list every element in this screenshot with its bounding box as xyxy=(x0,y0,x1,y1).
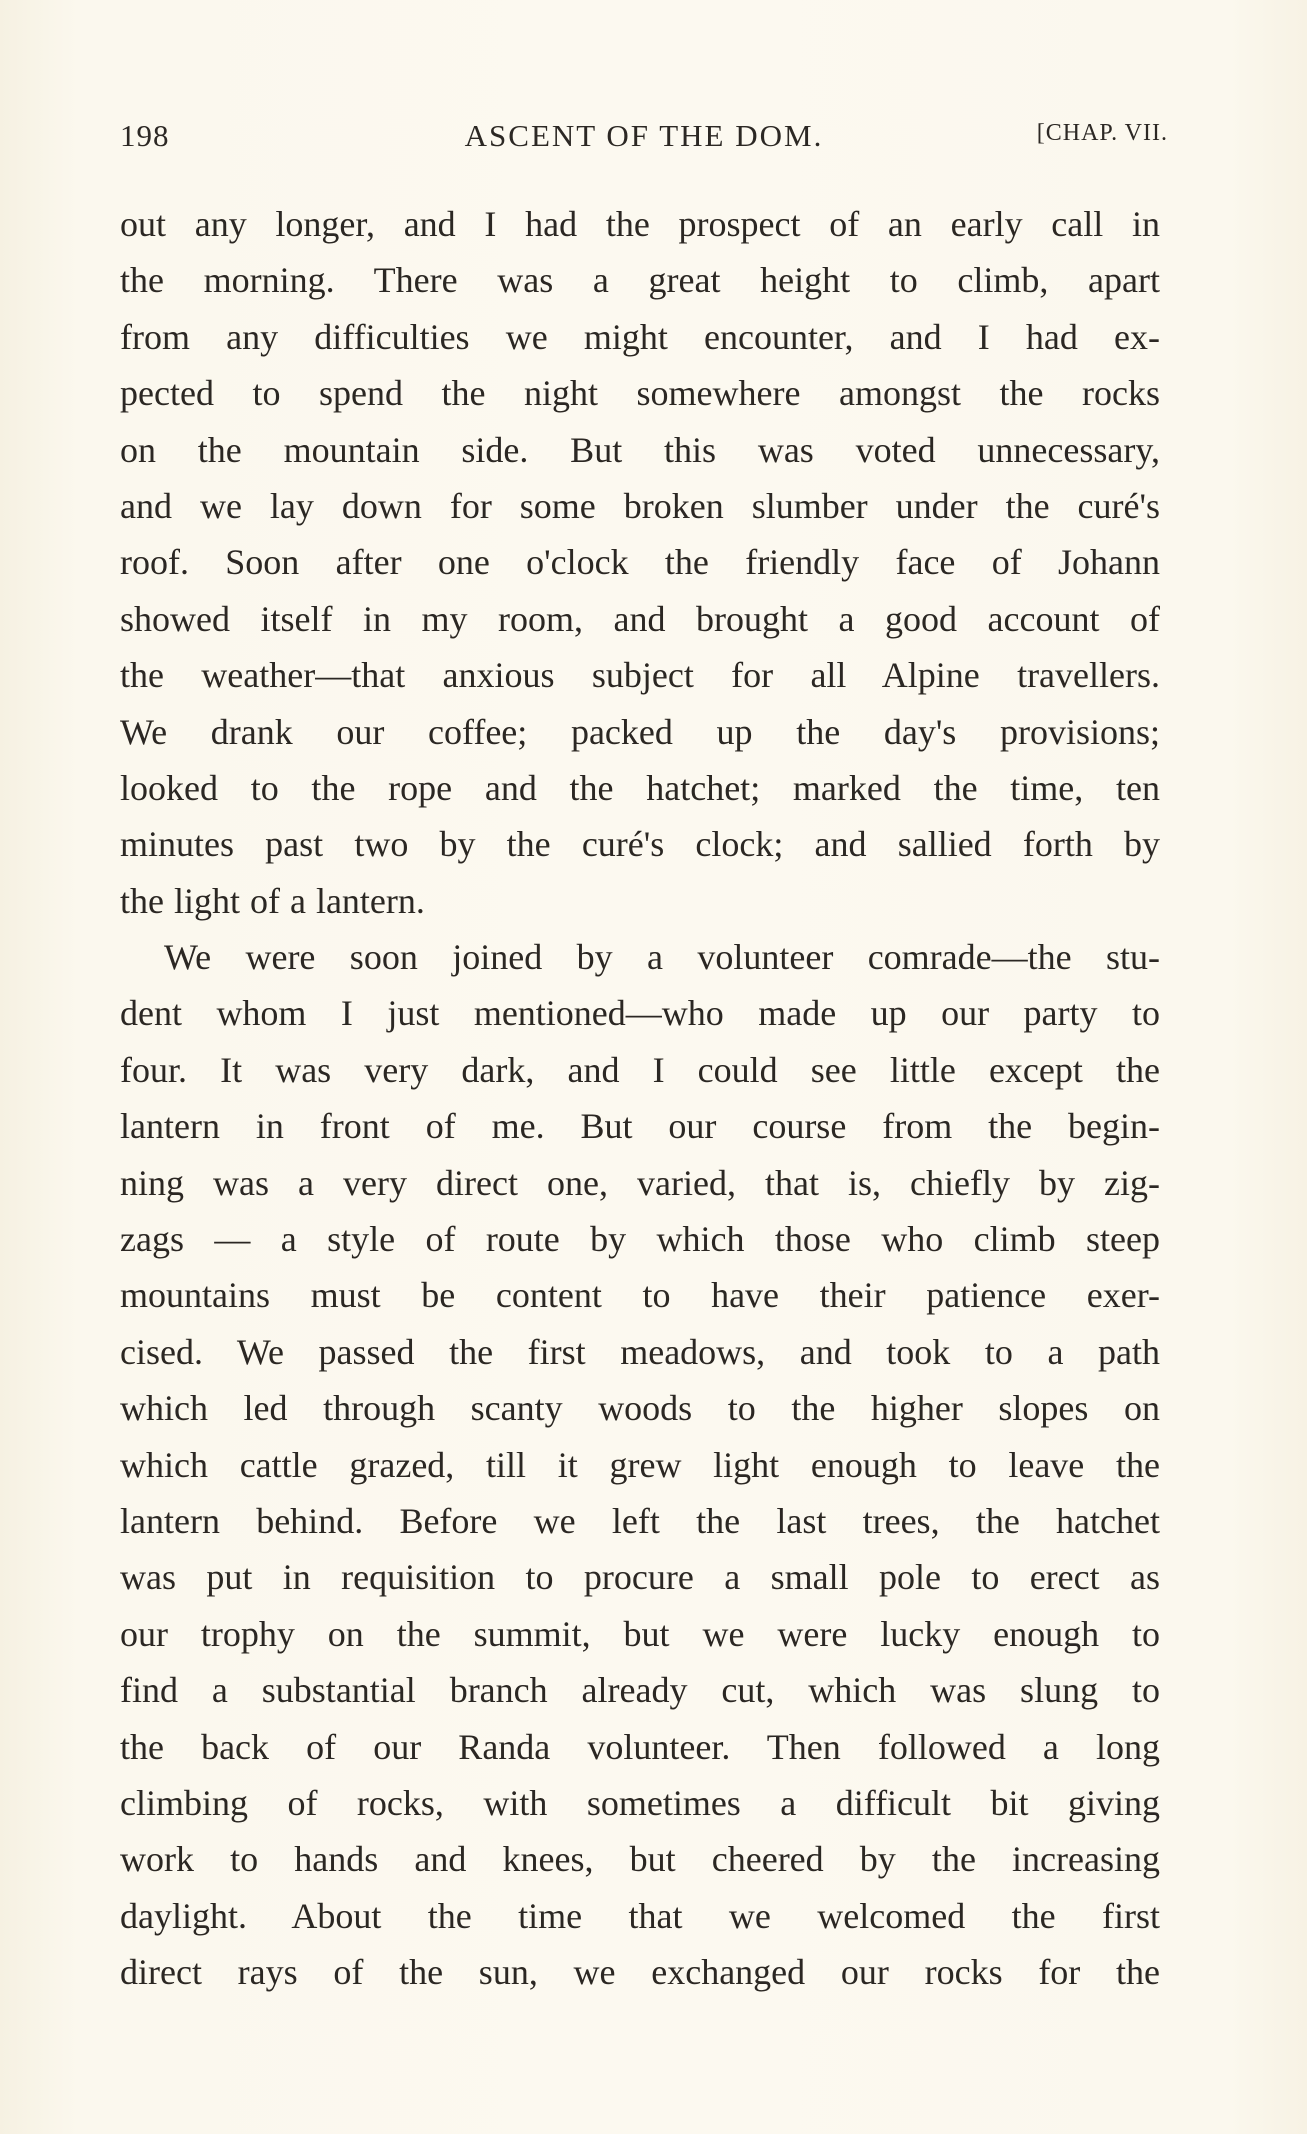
text-line: pected to spend the night somewhere amongst the rocks xyxy=(120,373,1160,414)
text-line: work to hands and knees, but cheered by the increasing xyxy=(120,1839,1160,1880)
text-line: climbing of rocks, with sometimes a difficult bit giving xyxy=(120,1782,1160,1823)
page-number: 198 xyxy=(120,118,170,153)
text-line: daylight. About the time that we welcomed the first xyxy=(120,1895,1160,1936)
text-line: zags — a style of route by which those who climb steep xyxy=(120,1219,1160,1260)
paragraph-2 xyxy=(120,929,1160,2000)
text-line: We drank our coffee; packed up the day's provisions; xyxy=(120,711,1160,752)
chapter-reference: [CHAP. VII. xyxy=(1036,120,1168,146)
body-text xyxy=(120,196,1160,2001)
text-line: roof. Soon after one o'clock the friendly face of Johann xyxy=(120,542,1160,583)
running-head xyxy=(120,118,1168,158)
text-line: lantern in front of me. But our course from the begin- xyxy=(120,1106,1160,1147)
text-line: was put in requisition to procure a small pole to erect as xyxy=(120,1557,1160,1598)
text-line: four. It was very dark, and I could see little except the xyxy=(120,1049,1160,1090)
text-line: the light of a lantern. xyxy=(120,880,425,921)
text-line: find a substantial branch already cut, which was slung to xyxy=(120,1670,1160,1711)
text-line: mountains must be content to have their patience exer- xyxy=(120,1275,1160,1316)
text-line: out any longer, and I had the prospect of an early call in xyxy=(120,204,1160,244)
text-line: on the mountain side. But this was voted unnecessary, xyxy=(120,429,1160,470)
text-line: direct rays of the sun, we exchanged our rocks for the xyxy=(120,1952,1160,1993)
text-line: looked to the rope and the hatchet; marked the time, ten xyxy=(120,767,1160,808)
running-title: ASCENT OF THE DOM. xyxy=(464,118,824,153)
text-line: ning was a very direct one, varied, that is, chiefly by zig- xyxy=(120,1162,1160,1203)
text-line: and we lay down for some broken slumber under the curé's xyxy=(120,485,1160,526)
paragraph-1 xyxy=(120,196,1160,929)
text-line: We were soon joined by a volunteer comrade—the stu- xyxy=(164,937,1160,978)
text-line: cised. We passed the first meadows, and took to a path xyxy=(120,1331,1160,1372)
text-line: minutes past two by the curé's clock; and sallied forth by xyxy=(120,824,1160,865)
text-line: showed itself in my room, and brought a good account of xyxy=(120,598,1160,639)
text-line: which led through scanty woods to the higher slopes on xyxy=(120,1388,1160,1429)
text-line: lantern behind. Before we left the last trees, the hatchet xyxy=(120,1500,1160,1541)
text-line: the back of our Randa volunteer. Then followed a long xyxy=(120,1726,1160,1767)
text-line: our trophy on the summit, but we were lucky enough to xyxy=(120,1613,1160,1654)
text-line: the weather—that anxious subject for all Alpine travellers. xyxy=(120,655,1160,696)
text-line: the morning. There was a great height to climb, apart xyxy=(120,260,1160,301)
text-line: from any difficulties we might encounter, and I had ex- xyxy=(120,316,1160,357)
text-line: dent whom I just mentioned—who made up our party to xyxy=(120,993,1160,1034)
text-line: which cattle grazed, till it grew light enough to leave the xyxy=(120,1444,1160,1485)
